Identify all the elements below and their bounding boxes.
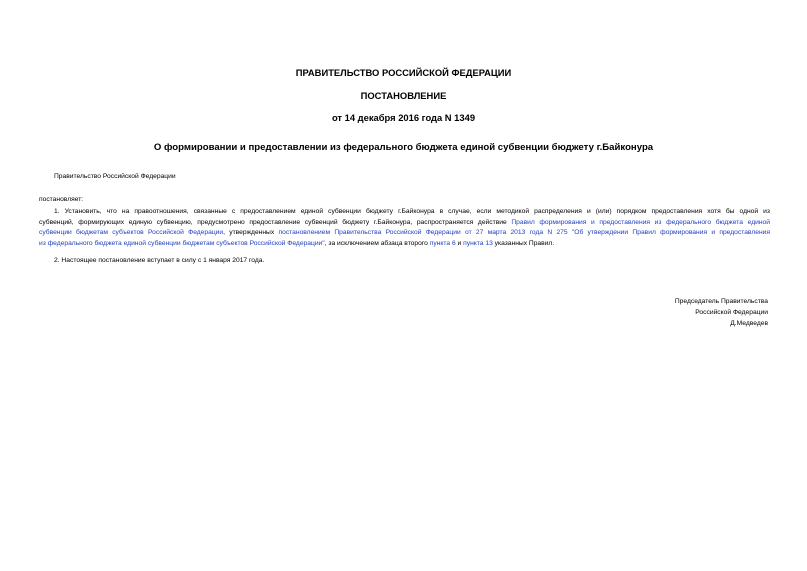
document-title: О формировании и предоставлении из федерального бюджета единой субвенции бюджету г.Байконура <box>153 142 654 153</box>
point-13-link[interactable]: пункта 13 <box>463 239 493 247</box>
paragraph-1-line-2 <box>39 218 770 229</box>
signatory-name: Д.Медведев <box>730 320 768 327</box>
rules-link[interactable]: Правил формирования и предоставления из федерального бюджета единой <box>511 218 770 226</box>
issuing-authority: ПРАВИТЕЛЬСТВО РОССИЙСКОЙ ФЕДЕРАЦИИ <box>295 67 512 78</box>
paragraph-1-line-4-text-b: и <box>455 239 464 247</box>
paragraph-2-text: 2. Настоящее постановление вступает в силу с 1 января 2017 года. <box>54 257 265 264</box>
paragraph-1-line-3 <box>39 228 770 239</box>
paragraph-1-line-4-text-c: указанных Правил. <box>492 239 555 247</box>
paragraph-1 <box>39 207 770 249</box>
signatory-position-line-2: Российской Федерации <box>695 309 768 316</box>
paragraph-1-line-4-text-a: , за исключением абзаца второго <box>324 239 430 247</box>
preamble-subject: Правительство Российской Федерации <box>54 173 176 180</box>
paragraph-1-line-2-text: субвенций, формирующих единую субвенцию, предусмотрено предоставление субвенций бюджету г.Байконура, распространяется действие <box>39 218 512 226</box>
signatory-position-line-1: Председатель Правительства <box>674 298 768 305</box>
resolution-275-link-continued[interactable]: из федерального бюджета единой субвенции бюджетам субъектов Российской Федерации" <box>39 239 325 247</box>
rules-link-continued[interactable]: субвенции бюджетам субъектов Российской Федерации <box>39 229 224 236</box>
paragraph-2 <box>54 256 454 267</box>
paragraph-1-line-4 <box>39 239 770 250</box>
point-6-link[interactable]: пункта 6 <box>429 239 456 247</box>
paragraph-1-line-3-text: , утвержденных <box>223 229 279 236</box>
document-type: ПОСТАНОВЛЕНИЕ <box>360 90 447 101</box>
document-date-number: от 14 декабря 2016 года N 1349 <box>331 112 476 123</box>
resolution-275-link[interactable]: постановлением Правительства Российской Федерации от 27 марта 2013 года N 275 "Об утверждении Правил формирования и предоставления <box>278 229 771 236</box>
preamble-verb: постановляет: <box>39 196 84 203</box>
paragraph-1-line-1: 1. Установить, что на правоотношения, связанные с предоставлением единой субвенции бюджету г.Байконура в случае, если методикой распределения и (или) порядком предоставления хотя бы одной из <box>54 208 770 215</box>
